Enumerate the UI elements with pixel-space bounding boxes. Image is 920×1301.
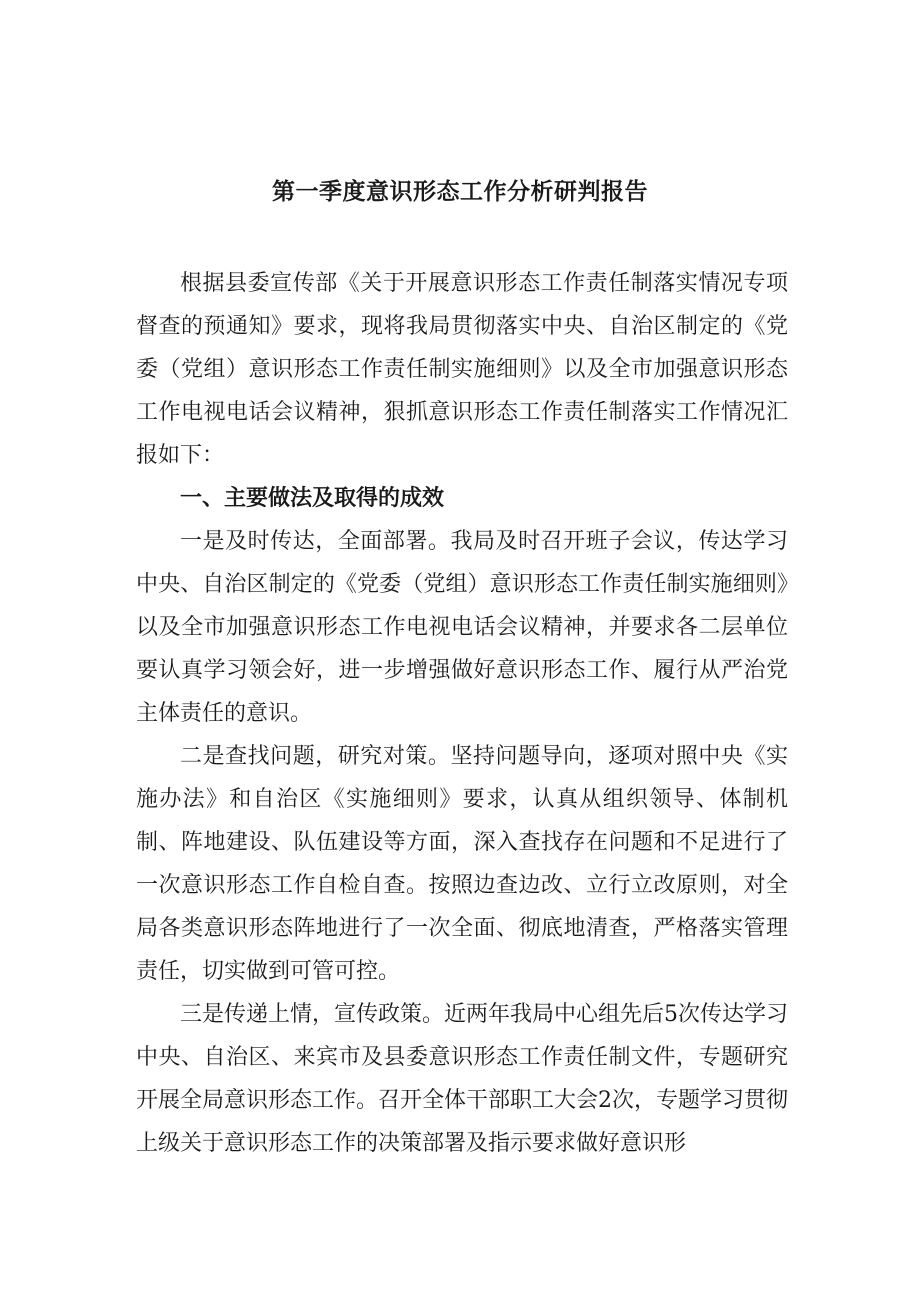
- document-title: 第一季度意识形态工作分析研判报告: [272, 179, 648, 205]
- paragraph-2: 二是查找问题，研究对策。坚持问题导向，逐项对照中央《实施办法》和自治区《实施细则》要求，认真从组织领导、体制机制、阵地建设、队伍建设等方面，深入查找存在问题和不足进行了一次意识形态工作自检自查。按照边查边改、立行立改原则，对全局各类意识形态阵地进行了一次全面、彻底地清查，严格落实管理责任，切实做到可管可控。: [136, 744, 788, 984]
- section-heading-1: 一、主要做法及取得的成效: [180, 486, 445, 511]
- document-body: [136, 262, 788, 1165]
- paragraph-3: 三是传递上情，宣传政策。近两年我局中心组先后5次传达学习中央、自治区、来宾市及县委意识形态工作责任制文件，专题研究开展全局意识形态工作。召开全体干部职工大会2次，专题学习贯彻上级关于意识形态工作的决策部署及指示要求做好意识形: [136, 1002, 788, 1156]
- intro-paragraph: 根据县委宣传部《关于开展意识形态工作责任制落实情况专项督查的预通知》要求，现将我局贯彻落实中央、自治区制定的《党委（党组）意识形态工作责任制实施细则》以及全市加强意识形态工作电视电话会议精神，狠抓意识形态工作责任制落实工作情况汇报如下：: [136, 271, 788, 468]
- paragraph-1: 一是及时传达，全面部署。我局及时召开班子会议，传达学习中央、自治区制定的《党委（党组）意识形态工作责任制实施细则》以及全市加强意识形态工作电视电话会议精神，并要求各二层单位要认真学习领会好，进一步增强做好意识形态工作、履行从严治党主体责任的意识。: [136, 529, 788, 726]
